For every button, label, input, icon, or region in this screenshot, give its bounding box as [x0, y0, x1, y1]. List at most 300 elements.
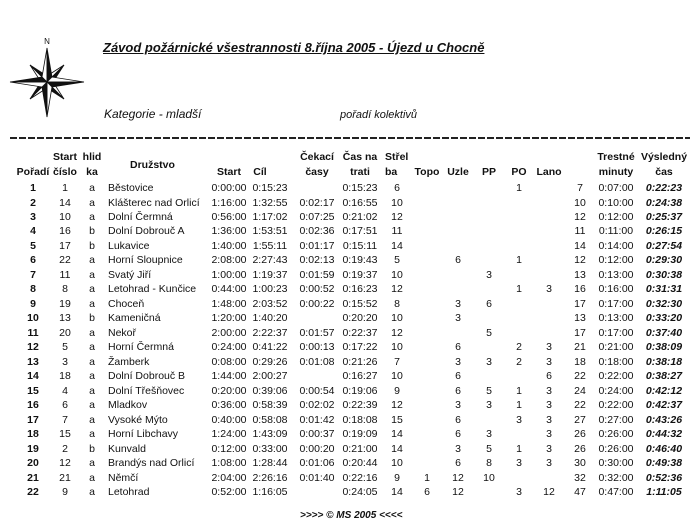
shooting-cell: 9 [394, 471, 400, 484]
penalty-points-cell: 27 [574, 413, 586, 426]
start-time-cell: 1:08:00 [211, 457, 247, 470]
patrol-cell: a [89, 254, 95, 267]
start-number-cell: 16 [59, 225, 71, 238]
fire-prevention-cell: 3 [516, 457, 522, 470]
penalty-minutes-cell: 0:12:00 [598, 254, 634, 267]
start-time-cell: 0:00:00 [211, 182, 247, 194]
finish-time-cell: 1:55:11 [252, 239, 288, 252]
waiting-time-cell: 0:02:13 [299, 254, 335, 267]
penalty-minutes-cell: 0:26:00 [598, 442, 634, 455]
fire-prevention-cell: 2 [516, 355, 522, 368]
team-cell: Kunvald [108, 442, 146, 455]
shooting-cell: 10 [391, 312, 403, 325]
rank-cell: 4 [30, 225, 36, 238]
first-aid-cell: 10 [483, 471, 495, 484]
shooting-cell: 10 [391, 370, 403, 383]
first-aid-cell: 3 [486, 355, 492, 368]
finish-time-cell: 0:41:22 [252, 341, 288, 354]
penalty-minutes-cell: 0:16:00 [598, 283, 634, 296]
first-aid-cell: 5 [486, 384, 492, 397]
shooting-cell: 8 [394, 297, 400, 310]
team-cell: Žamberk [108, 355, 150, 368]
penalty-minutes-cell: 0:24:00 [598, 384, 634, 397]
start-number-cell: 10 [59, 211, 71, 223]
shooting-cell: 7 [394, 355, 400, 368]
penalty-minutes-cell: 0:13:00 [598, 268, 634, 281]
table-row [0, 282, 700, 296]
track-time-cell: 0:19:06 [342, 384, 378, 397]
penalty-minutes-cell: 0:22:00 [598, 399, 634, 412]
start-time-cell: 0:12:00 [211, 442, 247, 455]
track-time-cell: 0:20:44 [342, 457, 378, 470]
start-time-cell: 0:56:00 [211, 211, 247, 223]
waiting-time-cell: 0:00:54 [299, 384, 335, 397]
finish-time-cell: 1:16:05 [252, 486, 288, 499]
table-row [0, 224, 700, 238]
patrol-cell: a [89, 341, 95, 354]
patrol-cell: b [89, 312, 95, 325]
rope-cell: 3 [546, 457, 552, 470]
first-aid-cell: 8 [486, 457, 492, 470]
result-time-cell: 0:32:30 [645, 297, 683, 310]
knots-cell: 6 [455, 370, 461, 383]
team-cell: Lukavice [108, 239, 150, 252]
first-aid-cell: 6 [486, 297, 492, 310]
track-time-cell: 0:22:37 [342, 326, 378, 339]
penalty-minutes-cell: 0:07:00 [598, 182, 634, 194]
rope-cell: 3 [546, 341, 552, 354]
column-header-patrol: ka [86, 166, 98, 178]
result-time-cell: 0:24:38 [645, 196, 683, 209]
start-number-cell: 4 [62, 384, 68, 397]
table-row [0, 196, 700, 210]
table-row [0, 384, 700, 398]
result-time-cell: 0:38:27 [645, 370, 683, 383]
rank-cell: 1 [30, 182, 36, 194]
start-number-cell: 18 [59, 370, 71, 383]
track-time-cell: 0:21:02 [342, 211, 378, 223]
start-number-cell: 12 [59, 457, 71, 470]
start-time-cell: 2:04:00 [211, 471, 247, 484]
column-header-waiting-time: časy [305, 166, 329, 178]
finish-time-cell: 1:32:55 [252, 196, 288, 209]
patrol-cell: a [89, 355, 95, 368]
penalty-minutes-cell: 0:27:00 [598, 413, 634, 426]
track-time-cell: 0:24:05 [342, 486, 378, 499]
rope-cell: 6 [546, 370, 552, 383]
rank-cell: 18 [27, 428, 39, 441]
shooting-cell: 12 [391, 326, 403, 339]
waiting-time-cell: 0:02:17 [299, 196, 335, 209]
waiting-time-cell: 0:00:20 [299, 442, 335, 455]
penalty-points-cell: 10 [574, 196, 586, 209]
penalty-minutes-cell: 0:17:00 [598, 297, 634, 310]
penalty-minutes-cell: 0:47:00 [598, 486, 634, 499]
start-time-cell: 0:20:00 [211, 384, 247, 397]
ranking-subtitle: pořadí kolektivů [340, 109, 418, 121]
rank-cell: 15 [27, 384, 39, 397]
patrol-cell: a [89, 428, 95, 441]
result-time-cell: 0:42:12 [645, 384, 683, 397]
finish-time-cell: 1:00:23 [252, 283, 288, 296]
penalty-points-cell: 16 [574, 283, 586, 296]
start-time-cell: 2:08:00 [211, 254, 247, 267]
table-row [0, 297, 700, 311]
waiting-time-cell: 0:00:37 [299, 428, 335, 441]
penalty-minutes-cell: 0:18:00 [598, 355, 634, 368]
shooting-cell: 6 [394, 182, 400, 194]
rank-cell: 12 [27, 341, 39, 354]
track-time-cell: 0:22:16 [342, 471, 378, 484]
finish-time-cell: 1:40:20 [252, 312, 288, 325]
finish-time-cell: 1:53:51 [252, 225, 288, 238]
team-cell: Brandýs nad Orlicí [108, 457, 195, 470]
penalty-points-cell: 17 [574, 326, 586, 339]
result-time-cell: 1:11:05 [646, 486, 682, 499]
track-time-cell: 0:15:23 [342, 182, 378, 194]
table-row [0, 485, 700, 499]
team-cell: Letohrad - Kunčice [108, 283, 197, 296]
waiting-time-cell: 0:01:57 [299, 326, 335, 339]
finish-time-cell: 0:15:23 [252, 182, 288, 194]
waiting-time-cell: 0:01:42 [299, 413, 335, 426]
track-time-cell: 0:18:08 [342, 413, 378, 426]
patrol-cell: a [89, 196, 95, 209]
patrol-cell: a [89, 268, 95, 281]
start-number-cell: 5 [62, 341, 68, 354]
waiting-time-cell: 0:01:06 [299, 457, 335, 470]
track-time-cell: 0:17:22 [342, 341, 378, 354]
table-row [0, 398, 700, 412]
penalty-minutes-cell: 0:30:00 [598, 457, 634, 470]
rank-cell: 13 [27, 355, 39, 368]
start-number-cell: 11 [59, 268, 71, 281]
track-time-cell: 0:16:55 [342, 196, 378, 209]
table-row [0, 210, 700, 224]
shooting-cell: 14 [391, 428, 403, 441]
rank-cell: 6 [30, 254, 36, 267]
shooting-cell: 11 [391, 225, 403, 238]
patrol-cell: a [89, 457, 95, 470]
penalty-minutes-cell: 0:14:00 [598, 239, 634, 252]
team-cell: Kameničná [108, 312, 161, 325]
start-number-cell: 2 [62, 442, 68, 455]
patrol-cell: b [89, 442, 95, 455]
knots-cell: 3 [455, 297, 461, 310]
start-number-cell: 21 [59, 471, 71, 484]
penalty-minutes-cell: 0:26:00 [598, 428, 634, 441]
fire-prevention-cell: 1 [516, 254, 522, 267]
finish-time-cell: 0:39:06 [252, 384, 288, 397]
start-time-cell: 0:52:00 [211, 486, 247, 499]
shooting-cell: 15 [391, 413, 403, 426]
finish-time-cell: 2:27:43 [252, 254, 288, 267]
penalty-points-cell: 24 [574, 384, 586, 397]
penalty-points-cell: 7 [577, 182, 583, 194]
start-time-cell: 1:24:00 [211, 428, 247, 441]
table-row [0, 181, 700, 195]
team-cell: Němčí [108, 471, 139, 484]
finish-time-cell: 0:33:00 [252, 442, 288, 455]
rank-cell: 3 [30, 211, 36, 223]
track-time-cell: 0:19:43 [342, 254, 378, 267]
fire-prevention-cell: 1 [516, 182, 522, 194]
result-time-cell: 0:26:15 [645, 225, 683, 238]
rope-cell: 3 [546, 413, 552, 426]
shooting-cell: 10 [391, 457, 403, 470]
table-row [0, 413, 700, 427]
knots-cell: 3 [455, 399, 461, 412]
category-label: Kategorie - mladší [104, 107, 202, 121]
rank-cell: 20 [27, 457, 39, 470]
column-header-rope: Lano [536, 166, 562, 178]
rope-cell: 3 [546, 428, 552, 441]
column-header-penalty-minutes: Trestné [597, 151, 635, 163]
result-time-cell: 0:49:38 [645, 457, 683, 470]
result-time-cell: 0:42:37 [645, 399, 683, 412]
rank-cell: 7 [30, 268, 36, 281]
rank-cell: 9 [30, 297, 36, 310]
start-time-cell: 1:44:00 [211, 370, 247, 383]
finish-time-cell: 2:03:52 [252, 297, 288, 310]
start-number-cell: 22 [59, 254, 71, 267]
penalty-points-cell: 22 [574, 370, 586, 383]
patrol-cell: a [89, 182, 95, 194]
result-time-cell: 0:30:38 [645, 268, 683, 281]
track-time-cell: 0:21:26 [342, 355, 378, 368]
finish-time-cell: 1:19:37 [252, 268, 288, 281]
result-time-cell: 0:38:18 [645, 355, 683, 368]
patrol-cell: a [89, 283, 95, 296]
track-time-cell: 0:21:00 [342, 442, 378, 455]
track-time-cell: 0:19:37 [342, 268, 378, 281]
patrol-cell: a [89, 326, 95, 339]
table-row [0, 355, 700, 369]
table-row [0, 471, 700, 485]
table-row [0, 369, 700, 383]
penalty-minutes-cell: 0:21:00 [598, 341, 634, 354]
penalty-points-cell: 26 [574, 428, 586, 441]
fire-prevention-cell: 1 [516, 399, 522, 412]
shooting-cell: 10 [391, 268, 403, 281]
team-cell: Dolní Dobrouč A [108, 225, 185, 238]
penalty-minutes-cell: 0:17:00 [598, 326, 634, 339]
column-header-rank: Pořadí [16, 166, 50, 178]
team-cell: Choceň [108, 297, 145, 310]
finish-time-cell: 0:58:39 [252, 399, 288, 412]
column-header-topography: Topo [414, 166, 440, 178]
start-number-cell: 14 [59, 196, 71, 209]
rank-cell: 14 [27, 370, 39, 383]
start-time-cell: 0:40:00 [211, 413, 247, 426]
track-time-cell: 0:16:27 [342, 370, 378, 383]
table-row [0, 340, 700, 354]
column-header-shooting: ba [385, 166, 398, 178]
start-time-cell: 0:08:00 [211, 355, 247, 368]
patrol-cell: a [89, 471, 95, 484]
patrol-cell: a [89, 370, 95, 383]
start-number-cell: 17 [59, 239, 71, 252]
team-cell: Mladkov [108, 399, 148, 412]
column-header-team: Družstvo [130, 159, 175, 171]
penalty-minutes-cell: 0:22:00 [598, 370, 634, 383]
table-row [0, 326, 700, 340]
waiting-time-cell: 0:00:52 [299, 283, 335, 296]
rank-cell: 21 [27, 471, 39, 484]
knots-cell: 6 [455, 457, 461, 470]
table-row [0, 442, 700, 456]
finish-time-cell: 0:58:08 [252, 413, 288, 426]
column-header-penalty-minutes: minuty [598, 166, 634, 178]
penalty-minutes-cell: 0:11:00 [598, 225, 634, 238]
penalty-points-cell: 13 [574, 312, 586, 325]
patrol-cell: a [89, 211, 95, 223]
rank-cell: 5 [30, 239, 36, 252]
shooting-cell: 14 [391, 239, 403, 252]
finish-time-cell: 1:28:44 [252, 457, 288, 470]
knots-cell: 6 [455, 428, 461, 441]
start-number-cell: 20 [59, 326, 71, 339]
rank-cell: 17 [27, 413, 39, 426]
patrol-cell: a [89, 399, 95, 412]
column-header-track-time: Čas na [342, 151, 378, 163]
track-time-cell: 0:20:20 [342, 312, 378, 325]
column-header-patrol: hlid [82, 151, 102, 163]
column-header-knots: Uzle [447, 166, 469, 178]
knots-cell: 12 [452, 486, 464, 499]
penalty-minutes-cell: 0:10:00 [598, 196, 634, 209]
patrol-cell: a [89, 413, 95, 426]
penalty-points-cell: 13 [574, 268, 586, 281]
penalty-minutes-cell: 0:32:00 [598, 471, 634, 484]
compass-north-label: N [44, 37, 50, 46]
patrol-cell: a [89, 486, 95, 499]
first-aid-cell: 3 [486, 428, 492, 441]
knots-cell: 6 [455, 254, 461, 267]
result-time-cell: 0:27:54 [645, 239, 683, 252]
waiting-time-cell: 0:07:25 [299, 211, 335, 223]
start-number-cell: 7 [62, 413, 68, 426]
topography-cell: 1 [424, 471, 430, 484]
topography-cell: 6 [424, 486, 430, 499]
team-cell: Vysoké Mýto [108, 413, 168, 426]
penalty-points-cell: 22 [574, 399, 586, 412]
waiting-time-cell: 0:00:13 [299, 341, 335, 354]
column-header-start-number: číslo [53, 166, 77, 178]
team-cell: Horní Sloupnice [108, 254, 183, 267]
rank-cell: 19 [27, 442, 39, 455]
result-time-cell: 0:52:36 [645, 471, 683, 484]
team-cell: Nekoř [108, 326, 137, 339]
column-header-result-time: čas [655, 166, 673, 178]
team-cell: Letohrad [108, 486, 150, 499]
result-time-cell: 0:25:37 [645, 211, 683, 223]
fire-prevention-cell: 1 [516, 384, 522, 397]
finish-time-cell: 2:00:27 [252, 370, 288, 383]
rank-cell: 16 [27, 399, 39, 412]
waiting-time-cell: 0:02:02 [299, 399, 335, 412]
patrol-cell: a [89, 297, 95, 310]
start-time-cell: 1:36:00 [211, 225, 247, 238]
result-time-cell: 0:46:40 [645, 442, 683, 455]
table-row [0, 268, 700, 282]
start-time-cell: 2:00:00 [211, 326, 247, 339]
team-cell: Horní Čermná [108, 341, 174, 354]
result-time-cell: 0:37:40 [645, 326, 683, 339]
knots-cell: 6 [455, 384, 461, 397]
rank-cell: 22 [27, 486, 39, 499]
table-row [0, 239, 700, 253]
penalty-points-cell: 32 [574, 471, 586, 484]
patrol-cell: b [89, 239, 95, 252]
column-header-waiting-time: Čekací [300, 151, 334, 163]
fire-prevention-cell: 3 [516, 413, 522, 426]
finish-time-cell: 0:29:26 [252, 355, 288, 368]
track-time-cell: 0:16:23 [342, 283, 378, 296]
start-time-cell: 1:16:00 [211, 196, 247, 209]
rank-cell: 10 [27, 312, 39, 325]
result-time-cell: 0:38:09 [645, 341, 683, 354]
column-header-result-time: Výsledný [640, 151, 688, 163]
start-time-cell: 1:40:00 [211, 239, 247, 252]
column-header-track-time: trati [350, 166, 370, 178]
table-row [0, 253, 700, 267]
result-time-cell: 0:44:32 [645, 428, 683, 441]
waiting-time-cell: 0:02:36 [299, 225, 335, 238]
waiting-time-cell: 0:01:40 [299, 471, 335, 484]
team-cell: Dolní Dobrouč B [108, 370, 186, 383]
result-time-cell: 0:31:31 [645, 283, 683, 296]
column-header-first-aid: PP [481, 166, 496, 178]
knots-cell: 3 [455, 355, 461, 368]
shooting-cell: 12 [391, 399, 403, 412]
patrol-cell: b [89, 225, 95, 238]
rank-cell: 2 [30, 196, 36, 209]
knots-cell: 6 [455, 341, 461, 354]
penalty-minutes-cell: 0:13:00 [598, 312, 634, 325]
table-row [0, 427, 700, 441]
start-time-cell: 0:44:00 [211, 283, 247, 296]
shooting-cell: 14 [391, 486, 403, 499]
rope-cell: 3 [546, 399, 552, 412]
start-number-cell: 9 [62, 486, 68, 499]
shooting-cell: 12 [391, 211, 403, 223]
column-header-start-number: Start [53, 151, 77, 163]
start-number-cell: 6 [62, 399, 68, 412]
first-aid-cell: 3 [486, 399, 492, 412]
knots-cell: 12 [452, 471, 464, 484]
waiting-time-cell: 0:01:59 [299, 268, 335, 281]
start-number-cell: 13 [59, 312, 71, 325]
penalty-points-cell: 12 [574, 254, 586, 267]
rope-cell: 3 [546, 355, 552, 368]
penalty-points-cell: 21 [574, 341, 586, 354]
penalty-points-cell: 11 [574, 225, 586, 238]
start-number-cell: 15 [59, 428, 71, 441]
team-cell: Dolní Čermná [108, 211, 173, 223]
track-time-cell: 0:17:51 [342, 225, 378, 238]
fire-prevention-cell: 3 [516, 486, 522, 499]
result-time-cell: 0:43:26 [645, 413, 683, 426]
start-number-cell: 19 [59, 297, 71, 310]
start-time-cell: 0:36:00 [211, 399, 247, 412]
fire-prevention-cell: 1 [516, 283, 522, 296]
shooting-cell: 10 [391, 341, 403, 354]
team-cell: Běstovice [108, 182, 154, 194]
fire-prevention-cell: 1 [516, 442, 522, 455]
table-row [0, 311, 700, 325]
knots-cell: 6 [455, 413, 461, 426]
